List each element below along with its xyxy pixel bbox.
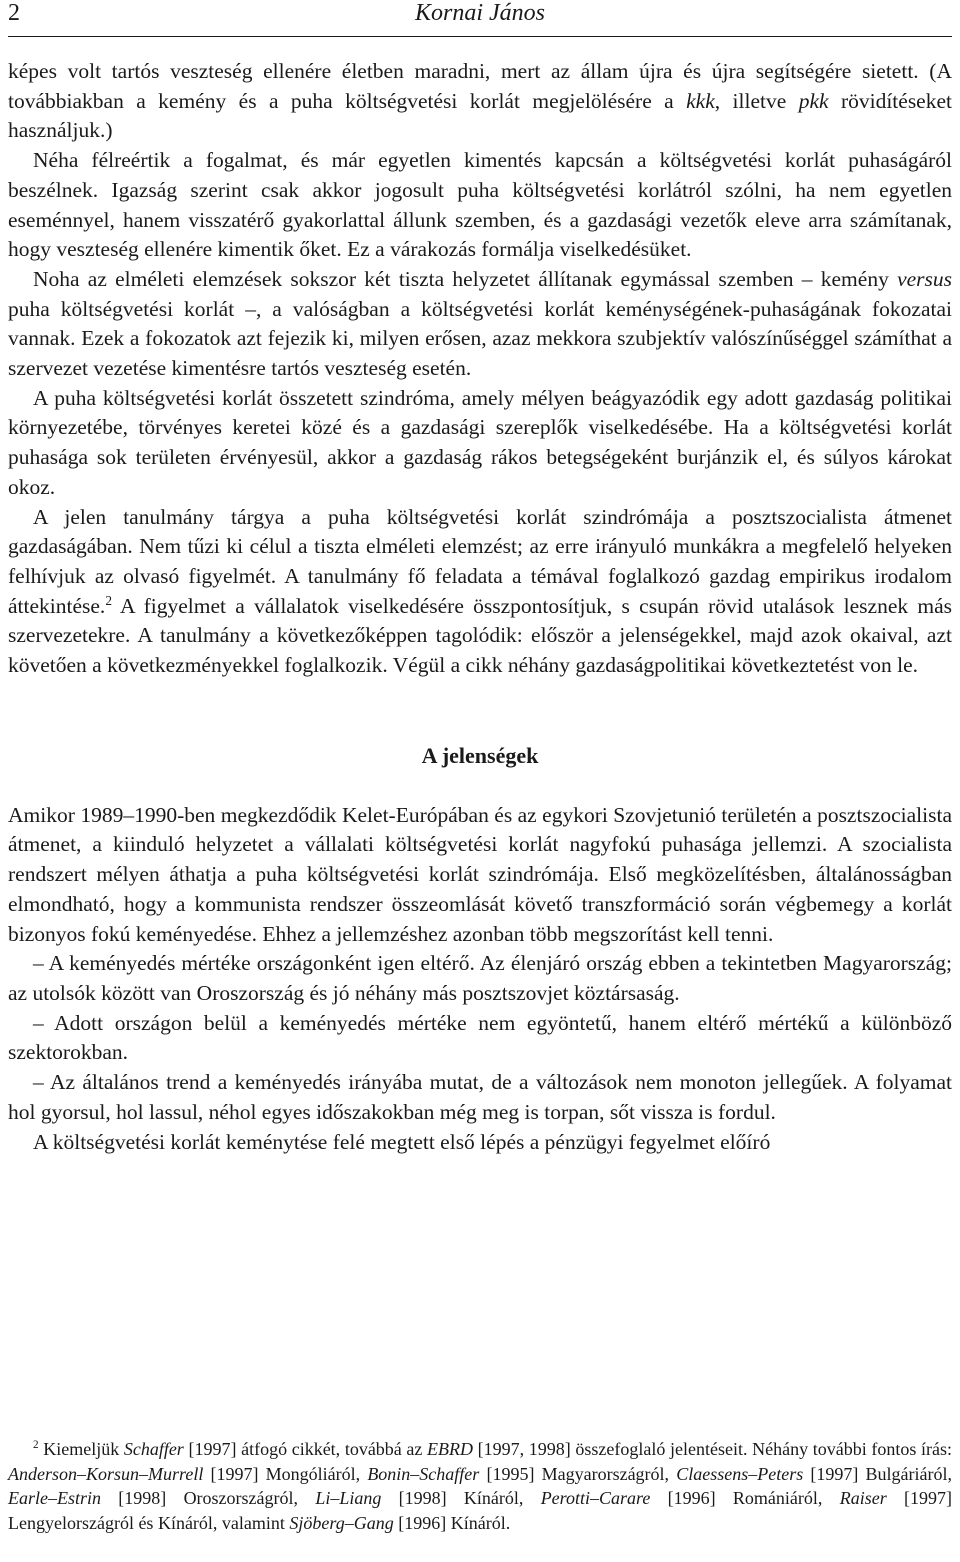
text-run: rövidítéseket használjuk.) — [8, 88, 952, 143]
italic-text: Perotti–Carare — [540, 1488, 651, 1508]
footnote-list — [8, 1437, 952, 1535]
paragraph — [8, 384, 952, 503]
text-run: A költségvetési korlát keménytése felé megtett első lépés a pénzügyi fegyelmet előíró — [33, 1129, 771, 1154]
section-paragraphs — [8, 801, 952, 1157]
text-run: Noha az elméleti elemzések sokszor két tiszta helyzetet állítanak egymással szemben – kemény — [33, 266, 898, 291]
running-head: Kornai János — [414, 0, 545, 26]
italic-text: Earle–Estrin — [8, 1488, 101, 1508]
paragraph — [8, 949, 952, 1008]
text-run: A puha költségvetési korlát összetett szindróma, amely mélyen beágyazódik egy adott gazdaság politikai környezetébe, törvényes keretei közé és a gazdasági szereplők viselkedésébe. Ha a költségvetési korlát puhasága sok területen érvényesül, akkor a gazdaság rákos betegségeként burjánzik el, és súlyos károkat okoz. — [8, 385, 952, 499]
paragraph — [8, 503, 952, 681]
italic-text: Anderson–Korsun–Murrell — [8, 1463, 204, 1484]
italic-text: Li–Liang — [315, 1488, 382, 1508]
text-run: [1997] Lengyelországról és Kínáról, valamint — [8, 1488, 952, 1533]
page-header — [8, 0, 952, 34]
paragraph — [8, 801, 952, 950]
body-text — [8, 57, 952, 1157]
text-run: A figyelmet a vállalatok viselkedésére összpontosítjuk, s csupán rövid utalások lesznek más szervezetekre. A tanulmány a következőképpen tagolódik: először a jelenségekkel, majd azok okaival, azt követően a következményekkel foglalkozik. Végül a cikk néhány gazdaságpolitikai következtetést von le. — [8, 593, 952, 678]
text-run: [1997, 1998] összefoglaló jelentéseit. Néhány további fontos írás: — [473, 1439, 952, 1459]
text-run: [1997] Bulgáriáról, — [803, 1463, 952, 1484]
text-run: [1998] Kínáról, — [381, 1488, 541, 1508]
italic-text: pkk — [798, 88, 829, 113]
italic-text: Bonin–Schaffer — [367, 1463, 480, 1484]
text-run: , illetve — [714, 88, 799, 113]
text-run: Amikor 1989–1990-ben megkezdődik Kelet-Európában és az egykori Szovjetunió területén a posztszocialista átmenet, a kiinduló helyzetet a vállalati költségvetési korlát nagyfokú puhasága jellemzi. A szocialista rendszert mélyen áthatja a puha költségvetési korlát szindrómája. Első megközelítésben, általánosságban elmondható, hogy a kommunista rendszer összeomlását követő transzformáció során végbemegy a korlát bizonyos fokú keményedése. Ehhez a jellemzéshez azonban több megszorítást kell tenni. — [8, 802, 952, 946]
text-run: puha költségvetési korlát –, a valóságban a költségvetési korlát keménységének-puhaságának fokozatai vannak. Ezek a fokozatok azt fejezik ki, milyen erősen, azaz mekkora szubjektív valószínűséggel számíthat a szervezet vezetése kimentésre tartós veszteség esetén. — [8, 296, 952, 381]
text-run: A jelen tanulmány tárgya a puha költségvetési korlát szindrómája a posztszocialista átmenet gazdaságában. Nem tűzi ki célul a tiszta elméleti elemzést; az erre irányuló munkákra a megfelelő helyeken felhívjuk az olvasó figyelmét. A tanulmány fő feladata a témával foglalkozó gazdag empirikus irodalom áttekintése. — [8, 504, 952, 618]
footnote-marker: 2 — [105, 592, 112, 608]
text-run: [1996] Kínáról. — [393, 1512, 511, 1533]
italic-text: Raiser — [839, 1488, 887, 1508]
text-run: Kiemeljük — [38, 1439, 124, 1459]
italic-text: kkk — [686, 88, 715, 113]
footnotes — [8, 1437, 952, 1535]
text-run: Néha félreértik a fogalmat, és már egyetlen kimentés kapcsán a költségvetési korlát puhaságáról beszélnek. Igazság szerint csak akkor jogosult puha költségvetési korlátról szólni, ha nem egyetlen eseménnyel, hanem visszatérő gyakorlattal állunk szemben, és a gazdasági vezetők eleve arra számítanak, hogy veszteség ellenére kimentik őket. Ez a várakozás formálja viselkedésüket. — [8, 148, 952, 262]
text-run: – Adott országon belül a keményedés mértéke nem egyöntetű, hanem eltérő mértékű a különböző szektorokban. — [8, 1010, 952, 1065]
italic-text: versus — [897, 266, 952, 291]
text-run: [1997] Mongóliáról, — [203, 1463, 368, 1484]
italic-text: EBRD — [427, 1439, 474, 1459]
text-run: [1998] Oroszországról, — [101, 1488, 316, 1508]
paragraph — [8, 57, 952, 146]
text-run: – Az általános trend a keményedés irányába mutat, de a változások nem monoton jellegűek. A folyamat hol gyorsul, hol lassul, néhol egyes időszakokban még meg is torpan, sőt vissza is fordul. — [8, 1070, 952, 1124]
text-run: [1996] Romániáról, — [650, 1488, 840, 1508]
paragraph — [8, 265, 952, 384]
footnote-marker: 2 — [33, 1439, 39, 1451]
header-rule — [8, 36, 952, 37]
text-run: [1995] Magyarországról, — [479, 1463, 677, 1484]
intro-paragraphs — [8, 57, 952, 681]
italic-text: Claessens–Peters — [676, 1463, 804, 1484]
section-heading: A jelenségek — [421, 742, 539, 768]
paragraph — [8, 1009, 952, 1068]
paragraph — [8, 1128, 952, 1158]
paragraph — [8, 1068, 952, 1127]
text-run: képes volt tartós veszteség ellenére életben maradni, mert az állam újra és újra segítségére sietett. (A továbbiakban a kemény és a puha költségvetési korlát megjelölésére a — [8, 59, 952, 113]
text-run: [1997] átfogó cikkét, továbbá az — [183, 1439, 428, 1459]
footnote — [8, 1437, 952, 1535]
italic-text: Sjöberg–Gang — [289, 1512, 394, 1533]
page-number: 2 — [8, 0, 20, 26]
paragraph — [8, 146, 952, 265]
text-run: – A keményedés mértéke országonként igen eltérő. Az élenjáró ország ebben a tekintetben Magyarország; az utolsók között van Oroszország és jó néhány más posztszovjet köztársaság. — [8, 951, 952, 1005]
italic-text: Schaffer — [123, 1439, 184, 1459]
